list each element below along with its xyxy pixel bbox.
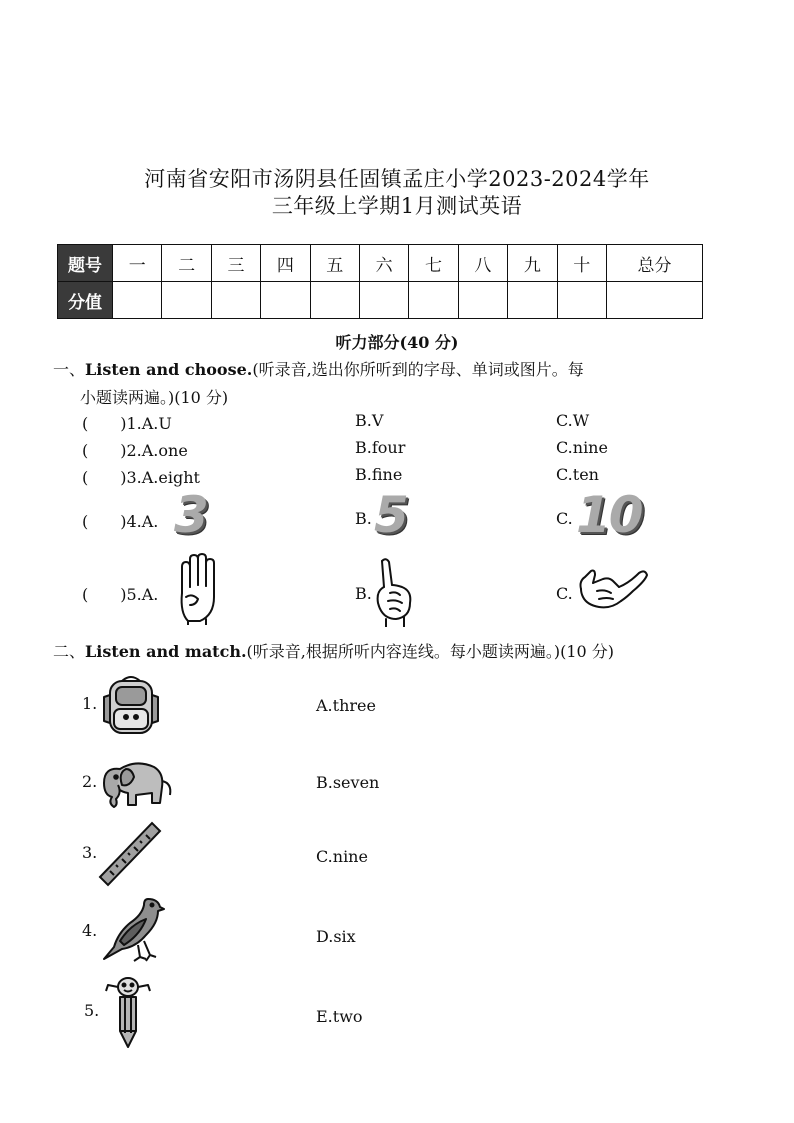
row-label-score: 分值 <box>58 282 113 319</box>
column-header: 六 <box>359 245 408 282</box>
column-header: 八 <box>458 245 507 282</box>
title-line-1: 河南省安阳市汤阴县任固镇孟庄小学2023-2024学年 <box>144 167 650 191</box>
match-item-2-number: 2. <box>82 772 98 791</box>
question-4-option-c-numeral[interactable]: 10 <box>576 486 642 544</box>
section-1-number: 一、 <box>53 360 86 379</box>
score-cell[interactable] <box>409 282 458 319</box>
question-4-option-a-numeral[interactable]: 3 <box>174 486 209 544</box>
score-cell[interactable] <box>113 282 162 319</box>
question-2-option-c[interactable]: C.nine <box>556 438 608 457</box>
one-finger-hand-icon[interactable] <box>372 557 416 627</box>
column-header: 三 <box>211 245 260 282</box>
question-4-stem: ( )4.A. <box>82 512 159 531</box>
question-2-option-b[interactable]: B.four <box>355 438 406 457</box>
ruler-icon[interactable] <box>96 819 164 887</box>
section-2-header <box>53 639 614 662</box>
question-1-option-c[interactable]: C.W <box>556 411 590 430</box>
match-option-d[interactable]: D.six <box>316 927 356 946</box>
pencil-icon[interactable] <box>104 975 154 1051</box>
column-header: 四 <box>261 245 310 282</box>
score-table-score-row <box>58 282 703 319</box>
question-2-stem: ( )2.A.one <box>82 441 188 460</box>
match-option-b[interactable]: B.seven <box>316 773 380 792</box>
six-gesture-hand-icon[interactable] <box>577 565 649 615</box>
bird-icon[interactable] <box>100 895 166 967</box>
match-option-a[interactable]: A.three <box>316 696 376 715</box>
score-cell[interactable] <box>162 282 211 319</box>
column-header: 二 <box>162 245 211 282</box>
row-label-question-number: 题号 <box>58 245 113 282</box>
column-header: 五 <box>310 245 359 282</box>
question-4-option-b-numeral[interactable]: 5 <box>374 486 409 544</box>
score-table-header-row <box>58 245 703 282</box>
section-2-title: Listen and match. <box>85 642 247 661</box>
section-2-desc: (听录音,根据所听内容连线。每小题读两遍。)(10 分) <box>246 642 615 661</box>
question-5-option-b[interactable]: B. <box>355 584 372 603</box>
score-table <box>57 244 703 319</box>
title-line-2: 三年级上学期1月测试英语 <box>271 194 523 218</box>
score-cell[interactable] <box>261 282 310 319</box>
question-5-stem: ( )5.A. <box>82 585 159 604</box>
score-cell[interactable] <box>606 282 702 319</box>
match-item-4-number: 4. <box>82 921 98 940</box>
section-2-number: 二、 <box>53 642 86 661</box>
section-1-header <box>53 357 584 380</box>
question-1-option-b[interactable]: B.V <box>355 411 384 430</box>
section-1-title: Listen and choose. <box>85 360 253 379</box>
question-4-option-c[interactable]: C. <box>556 509 573 528</box>
match-item-3-number: 3. <box>82 843 98 862</box>
score-cell[interactable] <box>458 282 507 319</box>
question-4-option-b[interactable]: B. <box>355 509 372 528</box>
question-3-option-c[interactable]: C.ten <box>556 465 599 484</box>
elephant-icon[interactable] <box>96 755 178 811</box>
score-cell[interactable] <box>211 282 260 319</box>
listening-heading: 听力部分(40 分) <box>335 333 459 352</box>
column-header: 七 <box>409 245 458 282</box>
four-fingers-hand-icon[interactable] <box>174 553 222 625</box>
score-cell[interactable] <box>557 282 606 319</box>
score-cell[interactable] <box>359 282 408 319</box>
column-header-total: 总分 <box>606 245 702 282</box>
match-option-c[interactable]: C.nine <box>316 847 368 866</box>
match-item-1-number: 1. <box>82 694 98 713</box>
question-5-option-c[interactable]: C. <box>556 584 573 603</box>
column-header: 十 <box>557 245 606 282</box>
score-cell[interactable] <box>310 282 359 319</box>
question-3-stem: ( )3.A.eight <box>82 468 200 487</box>
column-header: 一 <box>113 245 162 282</box>
column-header: 九 <box>508 245 557 282</box>
backpack-icon[interactable] <box>100 673 162 737</box>
question-3-option-b[interactable]: B.fine <box>355 465 403 484</box>
match-option-e[interactable]: E.two <box>316 1007 363 1026</box>
score-cell[interactable] <box>508 282 557 319</box>
section-1-desc-2: 小题读两遍。)(10 分) <box>80 388 229 407</box>
section-1-desc: (听录音,选出你所听到的字母、单词或图片。每 <box>252 360 584 379</box>
match-item-5-number: 5. <box>84 1001 100 1020</box>
question-1-stem: ( )1.A.U <box>82 414 172 433</box>
